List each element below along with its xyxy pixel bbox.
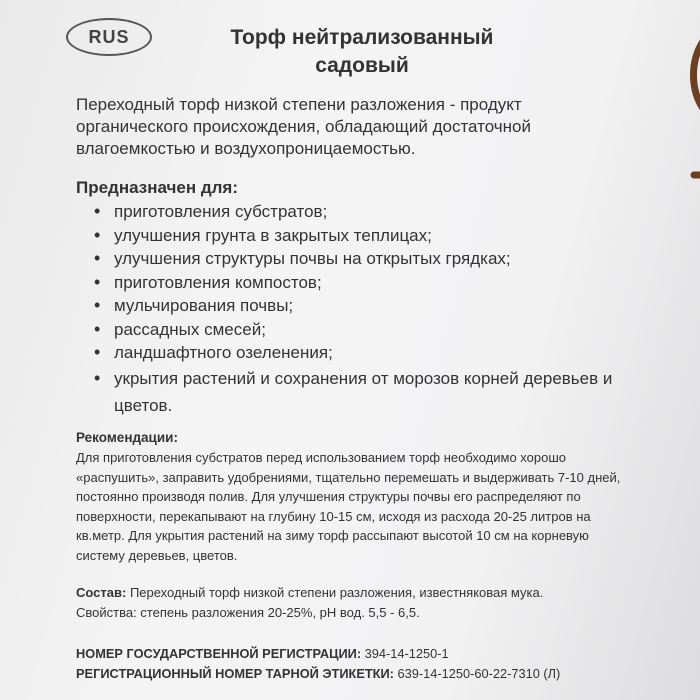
bag-print-decoration [680,0,700,700]
recommendations-text: Для приготовления субстратов перед использованием торф необходимо хорошо «распушить», заправить удобрениями, тщательно перемешать и выдерживать 7-10 дней, постоянно производя полив. Для улучшения структуры почвы его распределяют по поверхности, перекапывают на глубину 10-15 см, исходя из расхода 20-25 литров на кв.метр. Для укрытия растений на зиму торф рассыпают высотой 10 см на корневую систему деревьев, цветов. [76,450,621,563]
label-registration-label: РЕГИСТРАЦИОННЫЙ НОМЕР ТАРНОЙ ЭТИКЕТКИ: [76,666,394,681]
label-registration-line [76,664,676,684]
intro-paragraph: Переходный торф низкой степени разложения - продукт органического происхождения, обладающий достаточной влагоемкостью и воздухопроницаемостью. [76,95,531,158]
list-item: • улучшения структуры почвы на открытых грядках; [90,247,630,271]
composition-line [76,583,646,603]
list-item: • рассадных смесей; [90,318,630,342]
composition-value: Переходный торф низкой степени разложения, известняковая мука. [129,585,544,600]
purpose-heading: Предназначен для: [76,178,239,197]
list-item: • приготовления субстратов; [90,200,630,224]
state-registration-line [76,644,676,664]
state-registration-label: НОМЕР ГОСУДАРСТВЕННОЙ РЕГИСТРАЦИИ: [76,646,362,661]
list-item: • улучшения грунта в закрытых теплицах; [90,224,630,248]
label-registration-value: 639-14-1250-60-22-7310 (Л) [397,666,561,681]
list-item: • укрытия растений и сохранения от морозов корней деревьев и цветов. [90,365,630,419]
title-line-2: садовый [315,54,409,77]
purpose-list [90,200,630,419]
recommendations-heading: Рекомендации: [76,430,178,445]
list-item: • приготовления компостов; [90,271,630,295]
product-title [172,24,552,80]
title-line-1: Торф нейтрализованный [230,26,494,49]
list-item: • мульчирования почвы; [90,294,630,318]
list-item: • ландшафтного озеленения; [90,341,630,365]
state-registration-value: 394-14-1250-1 [364,646,449,661]
rus-badge: RUS [66,18,152,56]
composition-block [76,583,646,623]
properties-line: Свойства: степень разложения 20-25%, рН вод. 5,5 - 6,5. [76,605,420,620]
composition-label: Состав: [76,585,127,600]
registration-block [76,644,676,684]
